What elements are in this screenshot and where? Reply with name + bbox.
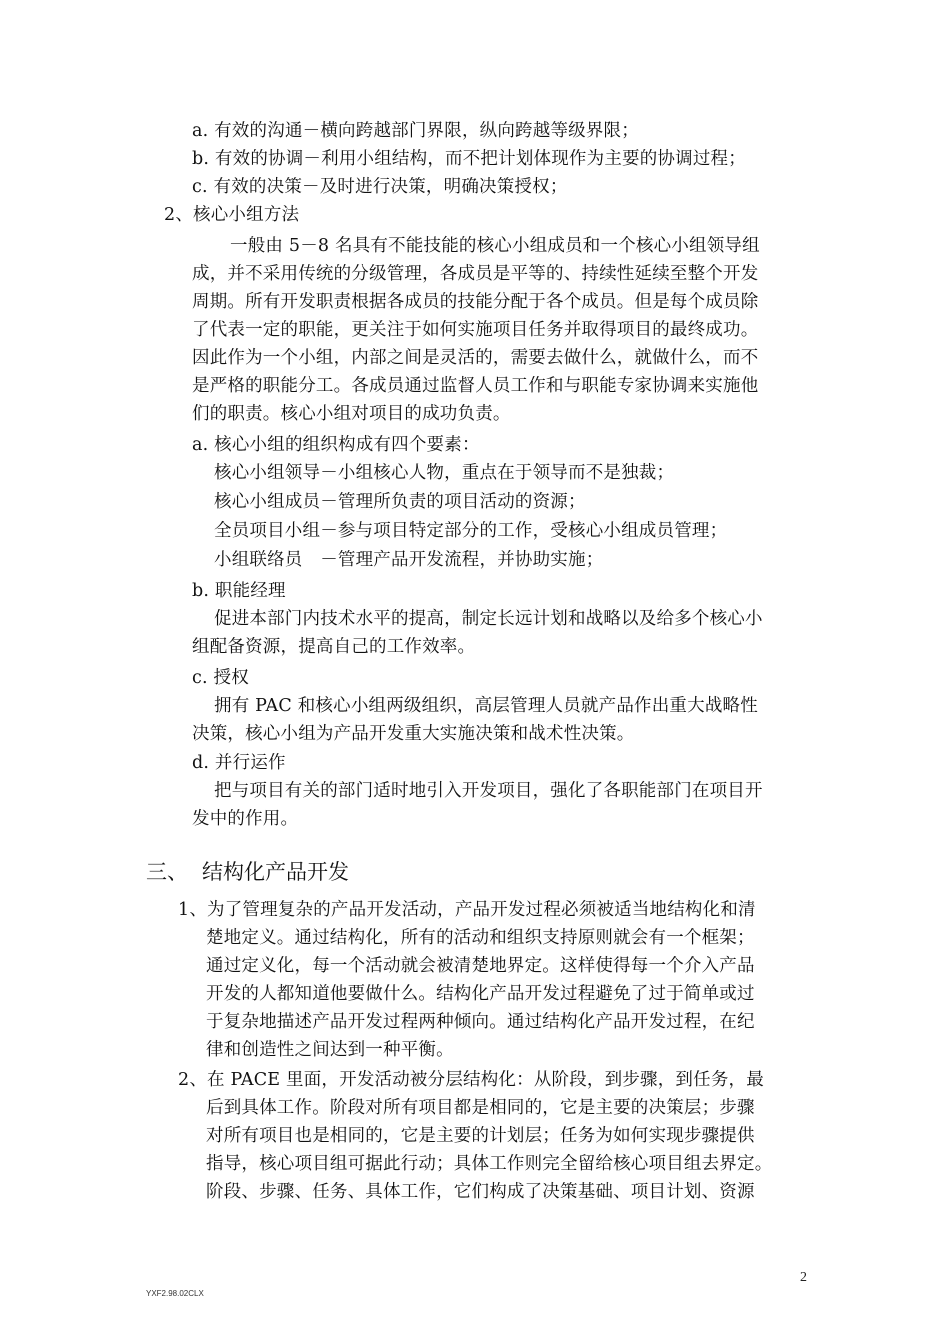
- paragraph-line: 一般由 5－8 名具有不能技能的核心小组成员和一个核心小组领导组: [230, 236, 760, 256]
- numbered-item-line: 指导，核心项目组可据此行动；具体工作则完全留给核心项目组去界定。: [206, 1154, 773, 1174]
- numbered-item-line: 通过定义化，每一个活动就会被清楚地界定。这样使得每一个介入产品: [206, 956, 755, 976]
- list-item-a: a. 有效的沟通－横向跨越部门界限，纵向跨越等级界限；: [192, 121, 639, 141]
- paragraph-line: 把与项目有关的部门适时地引入开发项目，强化了各职能部门在项目开: [214, 781, 763, 801]
- numbered-item-line: 于复杂地描述产品开发过程两种倾向。通过结构化产品开发过程，在纪: [206, 1012, 755, 1032]
- numbered-item-line: 对所有项目也是相同的，它是主要的计划层；任务为如何实现步骤提供: [206, 1126, 755, 1146]
- numbered-item-line: 后到具体工作。阶段对所有项目都是相同的，它是主要的决策层；步骤: [206, 1098, 755, 1118]
- paragraph-line: 因此作为一个小组，内部之间是灵活的，需要去做什么，就做什么，而不: [192, 348, 759, 368]
- list-item-c: c. 有效的决策－及时进行决策，明确决策授权；: [192, 177, 568, 197]
- numbered-item-line: 楚地定义。通过结构化，所有的活动和组织支持原则就会有一个框架；: [206, 928, 755, 948]
- numbered-item-line: 2、在 PACE 里面，开发活动被分层结构化：从阶段，到步骤，到任务，最: [178, 1070, 764, 1090]
- element-item: 核心小组领导－小组核心人物，重点在于领导而不是独裁；: [214, 463, 675, 483]
- numbered-item-line: 阶段、步骤、任务、具体工作，它们构成了决策基础、项目计划、资源: [206, 1182, 755, 1202]
- subitem-b-heading: b. 职能经理: [192, 581, 286, 601]
- numbered-item-line: 开发的人都知道他要做什么。结构化产品开发过程避免了过于简单或过: [206, 984, 755, 1004]
- paragraph-line: 们的职责。核心小组对项目的成功负责。: [192, 404, 511, 424]
- paragraph-line: 成，并不采用传统的分级管理，各成员是平等的、持续性延续至整个开发: [192, 264, 759, 284]
- paragraph-line: 决策，核心小组为产品开发重大实施决策和战术性决策。: [192, 724, 635, 744]
- paragraph-line: 组配备资源，提高自己的工作效率。: [192, 637, 476, 657]
- paragraph-line: 促进本部门内技术水平的提高，制定长远计划和战略以及给多个核心小: [214, 609, 763, 629]
- numbered-item-line: 1、为了管理复杂的产品开发活动，产品开发过程必须被适当地结构化和清: [178, 900, 756, 920]
- document-code: YXF2.98.02CLX: [146, 1289, 204, 1298]
- section-title: 结构化产品开发: [202, 860, 349, 884]
- paragraph-line: 拥有 PAC 和核心小组两级组织，高层管理人员就产品作出重大战略性: [214, 696, 758, 716]
- paragraph-line: 是严格的职能分工。各成员通过监督人员工作和与职能专家协调来实施他: [192, 376, 759, 396]
- page-number: 2: [800, 1270, 807, 1285]
- subitem-d-heading: d. 并行运作: [192, 753, 286, 773]
- paragraph-line: 发中的作用。: [192, 809, 299, 829]
- subitem-c-heading: c. 授权: [192, 668, 249, 688]
- section-number: 三、: [146, 860, 188, 884]
- paragraph-line: 周期。所有开发职责根据各成员的技能分配于各个成员。但是每个成员除: [192, 292, 759, 312]
- numbered-item-line: 律和创造性之间达到一种平衡。: [206, 1040, 454, 1060]
- element-item: 小组联络员 －管理产品开发流程，并协助实施；: [214, 550, 604, 570]
- list-item-b: b. 有效的协调－利用小组结构，而不把计划体现作为主要的协调过程；: [192, 149, 746, 169]
- paragraph-line: 了代表一定的职能，更关注于如何实施项目任务并取得项目的最终成功。: [192, 320, 759, 340]
- subitem-a-heading: a. 核心小组的组织构成有四个要素：: [192, 435, 480, 455]
- element-item: 核心小组成员－管理所负责的项目活动的资源；: [214, 492, 586, 512]
- element-item: 全员项目小组－参与项目特定部分的工作，受核心小组成员管理；: [214, 521, 728, 541]
- subheading-core-method: 2、核心小组方法: [164, 205, 300, 225]
